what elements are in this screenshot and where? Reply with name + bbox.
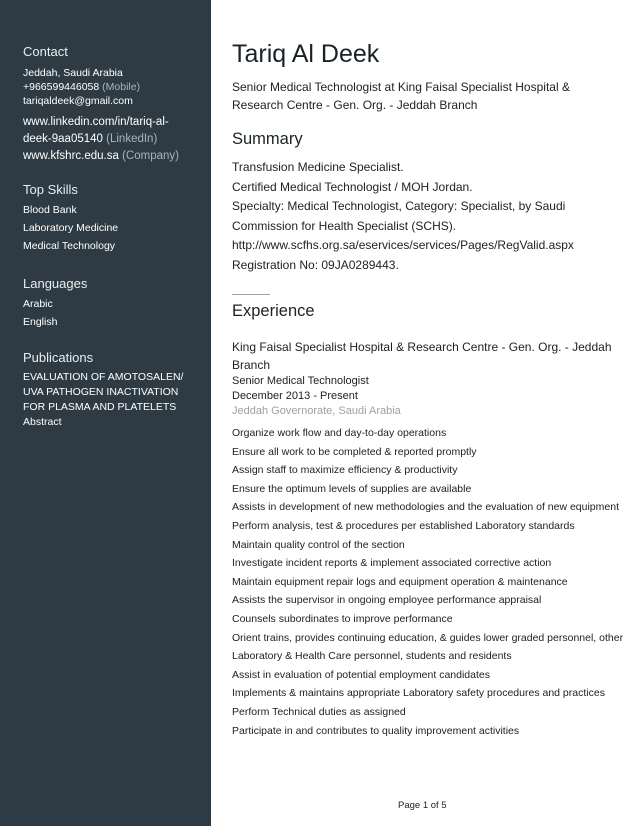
profile-name: Tariq Al Deek xyxy=(232,40,380,68)
page-number: Page 1 of 5 xyxy=(398,800,447,811)
duty-item: Perform analysis, test & procedures per established Laboratory standards xyxy=(232,519,575,532)
phone-label: (Mobile) xyxy=(102,81,141,93)
summary-line: Specialty: Medical Technologist, Category: Specialist, by Saudi xyxy=(232,199,566,213)
duty-item: Maintain equipment repair logs and equipment operation & maintenance xyxy=(232,575,568,588)
experience-title: Senior Medical Technologist xyxy=(232,375,369,387)
summary-line: Certified Medical Technologist / MOH Jordan. xyxy=(232,179,473,194)
duty-item: Ensure all work to be completed & reported promptly xyxy=(232,445,477,458)
duty-item: Counsels subordinates to improve performance xyxy=(232,612,453,625)
duty-item: Orient trains, provides continuing education, & guides lower graded personnel, other Laboratory & Health Care personnel, students and residents xyxy=(232,631,624,663)
skill-item: Laboratory Medicine xyxy=(23,222,119,234)
languages-heading: Languages xyxy=(23,276,88,291)
duty-item: Assist in evaluation of potential employment candidates xyxy=(232,668,490,681)
publications-heading: Publications xyxy=(23,350,94,365)
contact-linkedin[interactable] xyxy=(23,114,203,148)
experience-heading: Experience xyxy=(232,302,315,320)
contact-email[interactable]: tariqaldeek@gmail.com xyxy=(23,95,133,107)
linkedin-url-line1: www.linkedin.com/in/tariq-al- xyxy=(23,116,169,128)
contact-location: Jeddah, Saudi Arabia xyxy=(23,67,123,79)
summary-line: Registration No: 09JA0289443. xyxy=(232,257,399,272)
section-divider xyxy=(232,294,270,295)
sidebar xyxy=(0,0,211,826)
duty-item: Assists the supervisor in ongoing employee performance appraisal xyxy=(232,594,542,607)
duty-item: Organize work flow and day-to-day operations xyxy=(232,427,447,439)
company-label: (Company) xyxy=(122,150,179,162)
experience-company: King Faisal Specialist Hospital & Research Centre - Gen. Org. - Jeddah Branch xyxy=(232,340,612,372)
duty-item: Implements & maintains appropriate Laboratory safety procedures and practices xyxy=(232,687,605,700)
summary-heading: Summary xyxy=(232,130,303,148)
summary-link[interactable]: http://www.scfhs.org.sa/eservices/services/Pages/RegValid.aspx xyxy=(232,238,574,252)
experience-location: Jeddah Governorate, Saudi Arabia xyxy=(232,405,401,417)
contact-heading: Contact xyxy=(23,44,68,59)
summary-line: Commission for Health Specialist (SCHS). xyxy=(232,218,457,233)
contact-phone xyxy=(23,80,203,95)
summary-line: Transfusion Medicine Specialist. xyxy=(232,160,404,174)
duty-item: Participate in and contributes to quality improvement activities xyxy=(232,724,520,737)
phone-number[interactable]: +966599446058 xyxy=(23,81,100,93)
summary-text xyxy=(232,158,624,275)
linkedin-url-line2: deek-9aa05140 (LinkedIn) xyxy=(23,133,158,145)
skill-item: Medical Technology xyxy=(23,240,116,252)
duty-item: Assists in development of new methodologies and the evaluation of new equipment xyxy=(232,501,619,514)
language-item: Arabic xyxy=(23,298,53,310)
duty-item: Investigate incident reports & implement associated corrective action xyxy=(232,557,552,570)
duty-item: Maintain quality control of the section xyxy=(232,538,405,551)
linkedin-label: (LinkedIn) xyxy=(106,133,158,145)
profile-headline: Senior Medical Technologist at King Faisal Specialist Hospital & Research Centre - Gen. Org. - Jeddah Branch xyxy=(232,80,570,112)
skill-item: Blood Bank xyxy=(23,204,77,216)
duty-item: Ensure the optimum levels of supplies are available xyxy=(232,482,472,495)
duty-item: Assign staff to maximize efficiency & productivity xyxy=(232,464,458,477)
skills-heading: Top Skills xyxy=(23,182,78,197)
duties-list xyxy=(232,424,624,740)
experience-dates: December 2013 - Present xyxy=(232,390,358,402)
publication-item: EVALUATION OF AMOTOSALEN/ UVA PATHOGEN INACTIVATION FOR PLASMA AND PLATELETS Abstract xyxy=(23,371,184,428)
contact-company-site[interactable] xyxy=(23,148,203,165)
language-item: English xyxy=(23,316,58,328)
company-url: www.kfshrc.edu.sa xyxy=(23,150,119,162)
duty-item: Perform Technical duties as assigned xyxy=(232,705,406,718)
